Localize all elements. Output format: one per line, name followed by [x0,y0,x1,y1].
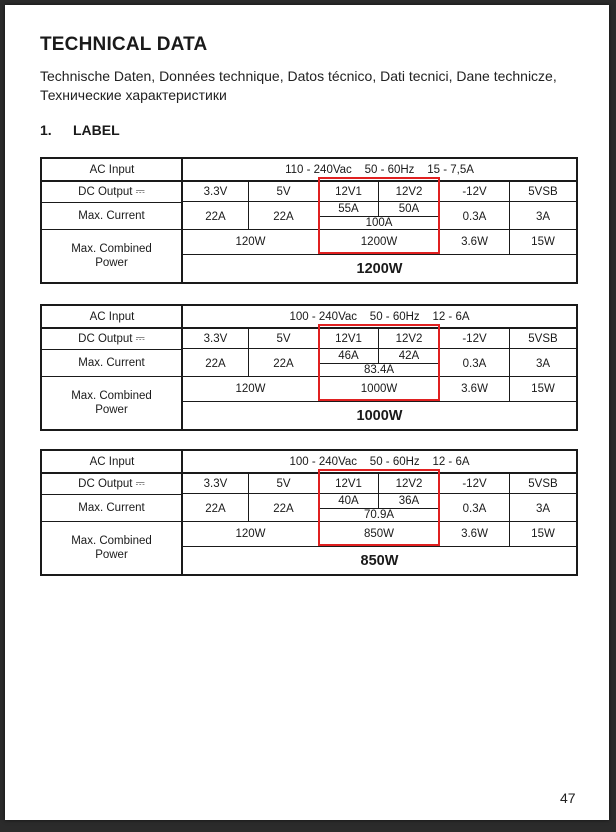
max-current-label: Max. Current [78,210,145,222]
power-12v: 1200W [360,236,398,248]
rail-neg12v: -12V [462,477,487,490]
current-5vsb: 3A [535,210,551,223]
combined-12v-current: 100A [365,217,393,229]
power-label-line1: Max. Combined [71,390,152,402]
manual-page [5,5,609,820]
spec-table-2 [40,304,578,431]
current-12v1: 40A [338,495,359,507]
dc-output-label: DC Output ⎓ [78,186,145,198]
highlight-12v-box [318,177,440,254]
section-number: 1. [40,122,52,138]
power-low-rails: 120W [235,236,266,248]
ac-input-label: AC Input [89,455,135,468]
max-combined-power-label [42,377,181,429]
current-neg12v: 0.3A [462,502,487,515]
page-number: 47 [560,790,576,806]
current-5v: 22A [273,357,294,370]
dc-output-label: DC Output ⎓ [78,478,145,490]
current-neg12v: 0.3A [462,210,487,223]
power-label-line2: Power [95,549,128,561]
rail-3v3: 3.3V [203,185,228,198]
power-neg12v: 3.6W [461,383,488,395]
rail-5vsb: 5VSB [528,477,558,490]
rail-5v: 5V [276,185,291,198]
rail-neg12v: -12V [462,185,487,198]
rail-5vsb: 5VSB [528,185,558,198]
power-neg12v: 3.6W [461,528,488,540]
rail-12v1: 12V1 [335,332,362,345]
ac-input-label: AC Input [89,163,135,176]
page-title: TECHNICAL DATA [40,34,208,55]
total-power: 850W [360,552,399,569]
total-power: 1200W [356,260,403,277]
rail-neg12v: -12V [462,332,487,345]
power-5vsb: 15W [531,528,555,540]
power-12v: 1000W [360,383,398,395]
rail-5v: 5V [276,477,291,490]
current-neg12v: 0.3A [462,357,487,370]
power-label-line2: Power [95,257,128,269]
power-neg12v: 3.6W [461,236,488,248]
current-3v3: 22A [205,502,226,515]
ac-input-value: 100 - 240Vac 50 - 60Hz 12 - 6A [289,455,470,468]
ac-input-value: 110 - 240Vac 50 - 60Hz 15 - 7,5A [285,163,474,176]
page-subtitle: Technische Daten, Données technique, Datos técnico, Dati tecnici, Dane technicze, Технические характеристики [40,68,557,103]
max-current-label: Max. Current [78,357,145,369]
rail-12v2: 12V2 [395,332,423,345]
power-label-line2: Power [95,404,128,416]
total-power: 1000W [356,407,403,424]
rail-12v2: 12V2 [395,185,423,198]
combined-12v-current: 83.4A [363,364,395,376]
power-low-rails: 120W [235,528,266,540]
current-3v3: 22A [205,210,226,223]
current-5v: 22A [273,210,294,223]
dc-output-label: DC Output ⎓ [78,333,145,345]
rail-12v1: 12V1 [335,185,362,198]
power-label-line1: Max. Combined [71,243,152,255]
current-12v2: 50A [398,203,420,215]
rail-5v: 5V [276,332,291,345]
rail-12v2: 12V2 [395,477,423,490]
combined-12v-current: 70.9A [363,509,395,521]
section-label: LABEL [73,122,120,138]
power-label-line1: Max. Combined [71,535,152,547]
current-5vsb: 3A [535,357,551,370]
power-5vsb: 15W [531,383,555,395]
ac-input-label: AC Input [89,310,135,323]
power-low-rails: 120W [235,383,266,395]
max-combined-power-label [42,230,181,282]
spec-table-3 [40,449,578,576]
section-heading [40,122,120,138]
highlight-12v-box [318,469,440,546]
current-3v3: 22A [205,357,226,370]
current-12v2: 36A [398,495,420,507]
current-12v1: 55A [338,203,359,215]
current-5vsb: 3A [535,502,551,515]
current-12v2: 42A [398,350,420,362]
current-12v1: 46A [338,350,359,362]
rail-5vsb: 5VSB [528,332,558,345]
rail-3v3: 3.3V [203,332,228,345]
max-current-label: Max. Current [78,502,145,514]
rail-12v1: 12V1 [335,477,362,490]
power-5vsb: 15W [531,236,555,248]
max-combined-power-label [42,522,181,574]
spec-table-1 [40,157,578,284]
highlight-12v-box [318,324,440,401]
rail-3v3: 3.3V [203,477,228,490]
current-5v: 22A [273,502,294,515]
ac-input-value: 100 - 240Vac 50 - 60Hz 12 - 6A [289,310,470,323]
power-12v: 850W [363,528,395,540]
